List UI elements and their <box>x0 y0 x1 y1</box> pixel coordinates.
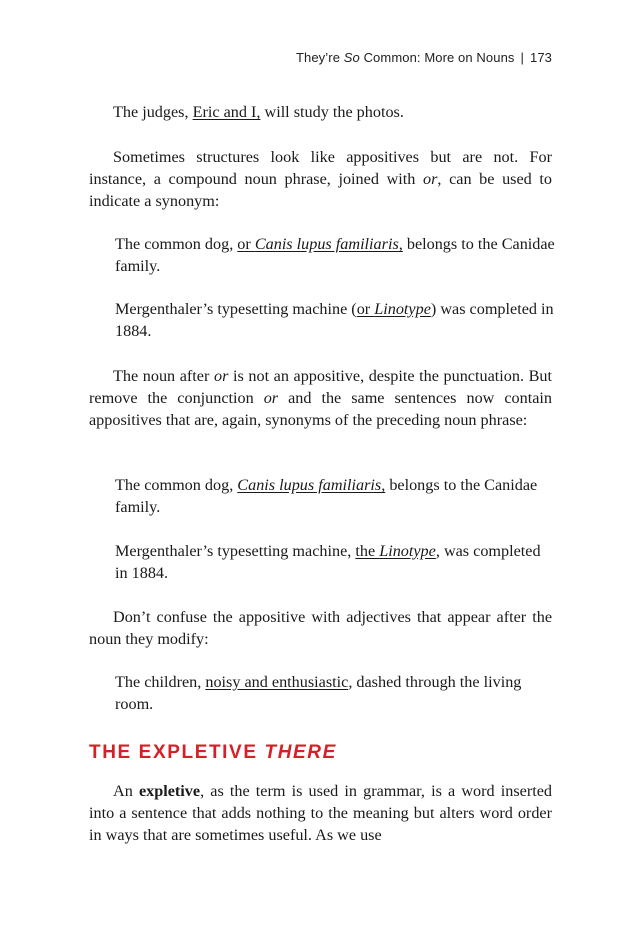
chapter-title: They’re So Common: More on Nouns <box>295 50 515 65</box>
paragraph-not-appositive: The noun after or is not an appositive, despite the punctuation. But remove the conjunction or and the same sentences now contain appositives that are, again, synonyms of the preceding noun phrase: <box>89 367 552 429</box>
paragraph-adjectives: Don’t confuse the appositive with adjectives that appear after the noun they modify: <box>89 608 552 648</box>
section-heading-expletive-there: THE EXPLETIVE THERE <box>89 742 337 763</box>
example-children: The children, noisy and enthusiastic, dashed through the living room. <box>115 673 522 713</box>
paragraph-expletive-definition: An expletive, as the term is used in grammar, is a word inserted into a sentence that adds nothing to the meaning but alters word order in ways that are sometimes useful. As we use <box>89 782 552 844</box>
paragraph-example-judges: The judges, Eric and I, will study the photos. <box>113 103 404 121</box>
example-common-dog-or: The common dog, or Canis lupus familiaris, belongs to the Canidae family. <box>115 235 555 275</box>
example-linotype-or: Mergenthaler’s typesetting machine (or Linotype) was completed in 1884. <box>115 300 554 340</box>
example-linotype-appositive: Mergenthaler’s typesetting machine, the Linotype, was completed in 1884. <box>115 542 541 582</box>
page-number: 173 <box>530 50 552 65</box>
example-common-dog-appositive: The common dog, Canis lupus familiaris, belongs to the Canidae family. <box>115 476 538 516</box>
paragraph-compound-noun: Sometimes structures look like appositives but are not. For instance, a compound noun phrase, joined with or, can be used to indicate a synonym: <box>89 148 552 210</box>
header-separator: | <box>520 50 524 65</box>
running-header <box>296 50 552 65</box>
